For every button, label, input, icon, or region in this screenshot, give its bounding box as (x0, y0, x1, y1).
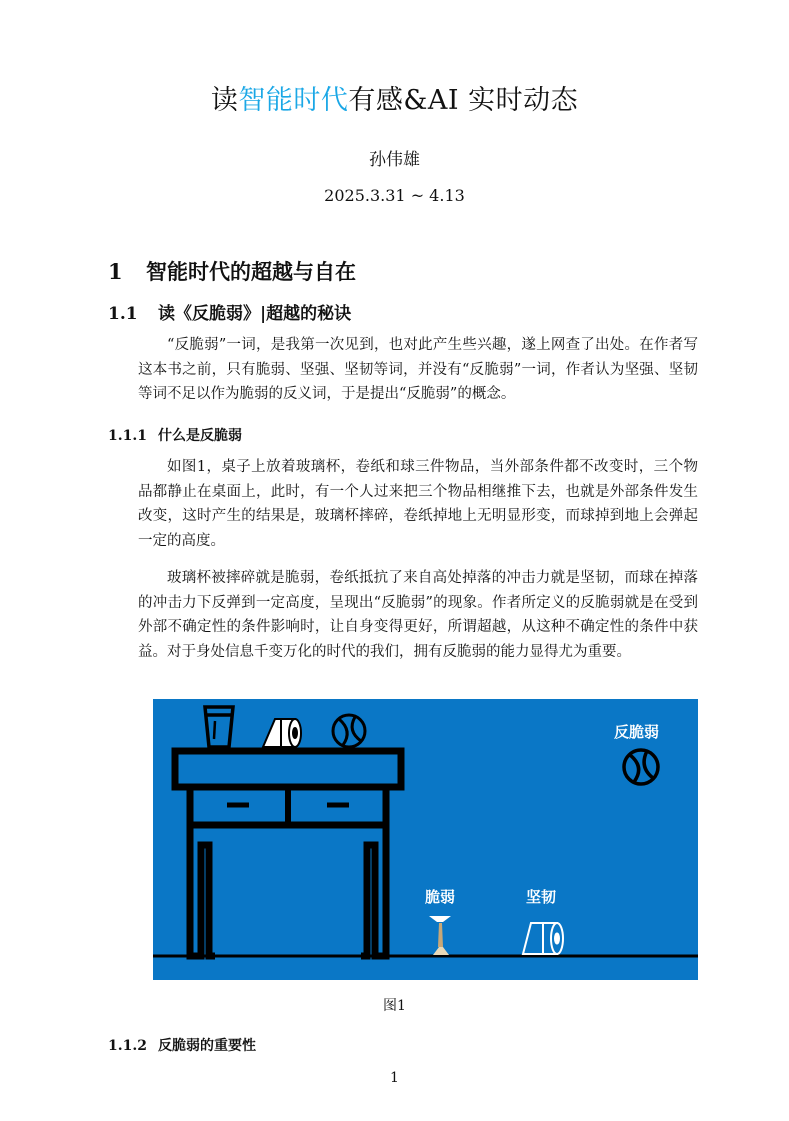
page-number: 1 (390, 1070, 399, 1086)
section-title: 智能时代的超越与自在 (146, 259, 356, 284)
subsection-title: 读《反脆弱》|超越的秘诀 (158, 304, 352, 324)
document-title (0, 78, 789, 117)
figure-1-illustration (153, 699, 698, 980)
bounced-ball-icon (624, 750, 658, 784)
paragraph-definition-1: 如图1，桌子上放着玻璃杯，卷纸和球三件物品，当外部条件都不改变时，三个物品都静止在桌面上，此时，有一个人过来把三个物品相继推下去，也就是外部条件发生改变，这时产生的结果是，玻璃杯摔碎，卷纸掉地上无明显形变，而球掉到地上会弹起一定的高度。 (138, 459, 698, 549)
ball-icon (333, 715, 365, 747)
section-heading-1 (108, 256, 356, 286)
title-suffix: 有感&AI 实时动态 (348, 85, 579, 116)
table-top (175, 751, 401, 787)
paragraph-intro: “反脆弱”一词，是我第一次见到，也对此产生些兴趣，遂上网查了出处。在作者写这本书之前，只有脆弱、坚强、坚韧等词，并没有“反脆弱”一词，作者认为坚强、坚韧等词不足以作为脆弱的反义词，于是提出“反脆弱”的概念。 (138, 337, 698, 402)
subsubsection-heading-1-1-2 (108, 1035, 256, 1055)
paragraph-definition-2: 玻璃杯被摔碎就是脆弱，卷纸抵抗了来自高处掉落的冲击力就是坚韧，而球在掉落的冲击力下反弹到一定高度，呈现出“反脆弱”的现象。作者所定义的反脆弱就是在受到外部不确定性的条件影响时，让自身变得更好，所谓超越，从这种不确定性的条件中获益。对于身处信息千变万化的时代的我们，拥有反脆弱的能力显得尤为重要。 (138, 570, 698, 660)
author: 孙伟雄 (369, 150, 420, 170)
subsubsection-heading-1-1-1 (108, 425, 242, 445)
figure-caption: 图1 (383, 998, 406, 1014)
subsubsection-number: 1.1.1 (108, 428, 147, 444)
subsubsection-title: 什么是反脆弱 (158, 428, 242, 444)
label-robust: 坚韧 (526, 888, 557, 906)
title-highlight: 智能时代 (238, 85, 349, 116)
broken-glass-icon (429, 916, 451, 955)
table-legs (190, 825, 386, 956)
subsubsection-number: 1.1.2 (108, 1038, 147, 1054)
section-number: 1 (108, 259, 123, 284)
label-fragile: 脆弱 (425, 888, 456, 906)
subsection-heading-1-1 (108, 299, 351, 324)
glass-cup-icon (205, 707, 233, 747)
subsubsection-title: 反脆弱的重要性 (158, 1038, 256, 1054)
date-range: 2025.3.31 ~ 4.13 (324, 186, 465, 205)
label-antifragile: 反脆弱 (614, 723, 660, 741)
title-prefix: 读 (210, 85, 239, 116)
toilet-paper-roll-icon (263, 719, 301, 747)
fallen-toilet-paper-icon (523, 923, 563, 954)
subsection-number: 1.1 (108, 304, 138, 324)
